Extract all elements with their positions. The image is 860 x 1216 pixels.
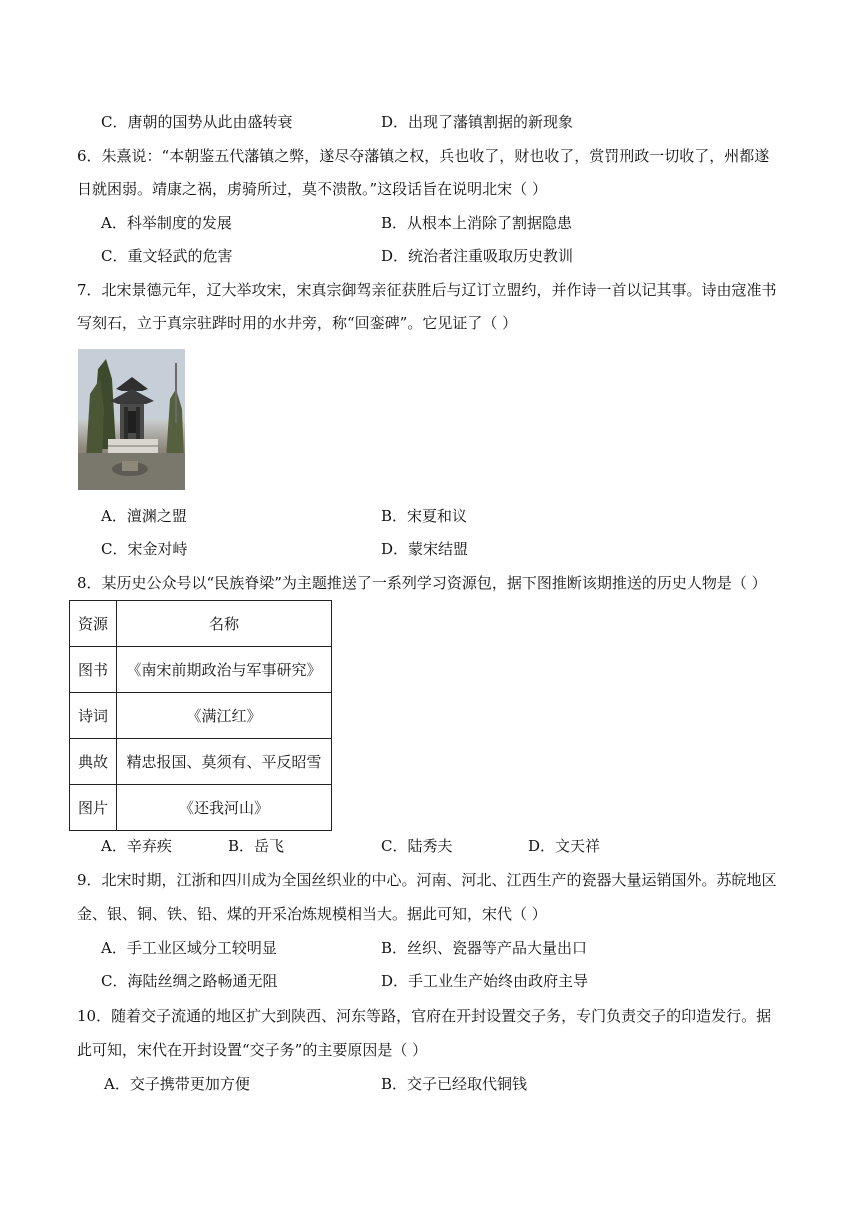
q6-stem-line1: 6．朱熹说：“本朝鉴五代藩镇之弊，遂尽夺藩镇之权，兵也收了，财也收了，赏罚刑政一切收了，州都遂 <box>77 147 770 165</box>
q7-option-a: A．澶渊之盟 <box>101 507 187 525</box>
table-cell: 诗词 <box>70 693 117 739</box>
q9-option-c: C．海陆丝绸之路畅通无阻 <box>101 972 278 990</box>
q9-stem-line1: 9．北宋时期，江浙和四川成为全国丝织业的中心。河南、河北、江西生产的瓷器大量运销国外。苏皖地区 <box>77 871 777 889</box>
q10-option-b: B．交子已经取代铜钱 <box>381 1075 528 1093</box>
q7-option-b: B．宋夏和议 <box>381 507 468 525</box>
q9-stem-line2: 金、银、铜、铁、铅、煤的开采冶炼规模相当大。据此可知，宋代（ ） <box>77 905 547 923</box>
q10-stem-line2: 此可知，宋代在开封设置“交子务”的主要原因是（ ） <box>77 1041 428 1059</box>
table-cell: 《满江红》 <box>117 693 332 739</box>
table-cell: 图书 <box>70 647 117 693</box>
table-row <box>70 785 332 831</box>
q7-stem-line1: 7．北宋景德元年，辽大举攻宋，宋真宗御驾亲征获胜后与辽订立盟约，并作诗一首以记其事。诗由寇准书 <box>77 281 777 299</box>
q8-option-a: A．辛弃疾 <box>101 837 172 855</box>
q6-option-c: C．重文轻武的危害 <box>101 247 233 265</box>
q9-option-d: D．手工业生产始终由政府主导 <box>381 972 589 990</box>
q8-option-d: D．文天祥 <box>528 837 601 855</box>
q6-option-a: A．科举制度的发展 <box>101 214 232 232</box>
q10-stem-line1: 10．随着交子流通的地区扩大到陕西、河东等路，官府在开封设置交子务，专门负责交子的印造发行。据 <box>77 1007 772 1025</box>
table-cell: 《还我河山》 <box>117 785 332 831</box>
q8-stem: 8．某历史公众号以“民族脊梁”为主题推送了一系列学习资源包，据下图推断该期推送的历史人物是（ ） <box>77 574 767 592</box>
table-row <box>70 647 332 693</box>
q7-stem-line2: 写刻石，立于真宗驻跸时用的水井旁，称“回銮碑”。它见证了（ ） <box>77 314 518 332</box>
table-cell: 典故 <box>70 739 117 785</box>
q7-option-c: C．宋金对峙 <box>101 540 188 558</box>
q9-option-a: A．手工业区域分工较明显 <box>101 939 277 957</box>
resource-table <box>69 600 332 831</box>
q5-option-c: C．唐朝的国势从此由盛转衰 <box>101 113 293 131</box>
q8-option-c: C．陆秀夫 <box>381 837 453 855</box>
table-header-cell: 资源 <box>70 601 117 647</box>
q5-option-d: D．出现了藩镇割据的新现象 <box>381 113 574 131</box>
table-row <box>70 739 332 785</box>
table-cell: 《南宋前期政治与军事研究》 <box>117 647 332 693</box>
table-header-cell: 名称 <box>117 601 332 647</box>
q7-option-d: D．蒙宋结盟 <box>381 540 469 558</box>
q6-stem-line2: 日就困弱。靖康之祸，虏骑所过，莫不溃散。”这段话旨在说明北宋（ ） <box>77 180 547 198</box>
q6-option-b: B．从根本上消除了割据隐患 <box>381 214 573 232</box>
table-cell: 图片 <box>70 785 117 831</box>
q9-option-b: B．丝织、瓷器等产品大量出口 <box>381 939 588 957</box>
table-cell: 精忠报国、莫须有、平反昭雪 <box>117 739 332 785</box>
q10-option-a: A．交子携带更加方便 <box>104 1075 250 1093</box>
q6-option-d: D．统治者注重吸取历史教训 <box>381 247 574 265</box>
stele-pavilion-photo <box>78 349 185 490</box>
q8-option-b: B．岳飞 <box>228 837 285 855</box>
table-row <box>70 693 332 739</box>
table-header-row <box>70 601 332 647</box>
